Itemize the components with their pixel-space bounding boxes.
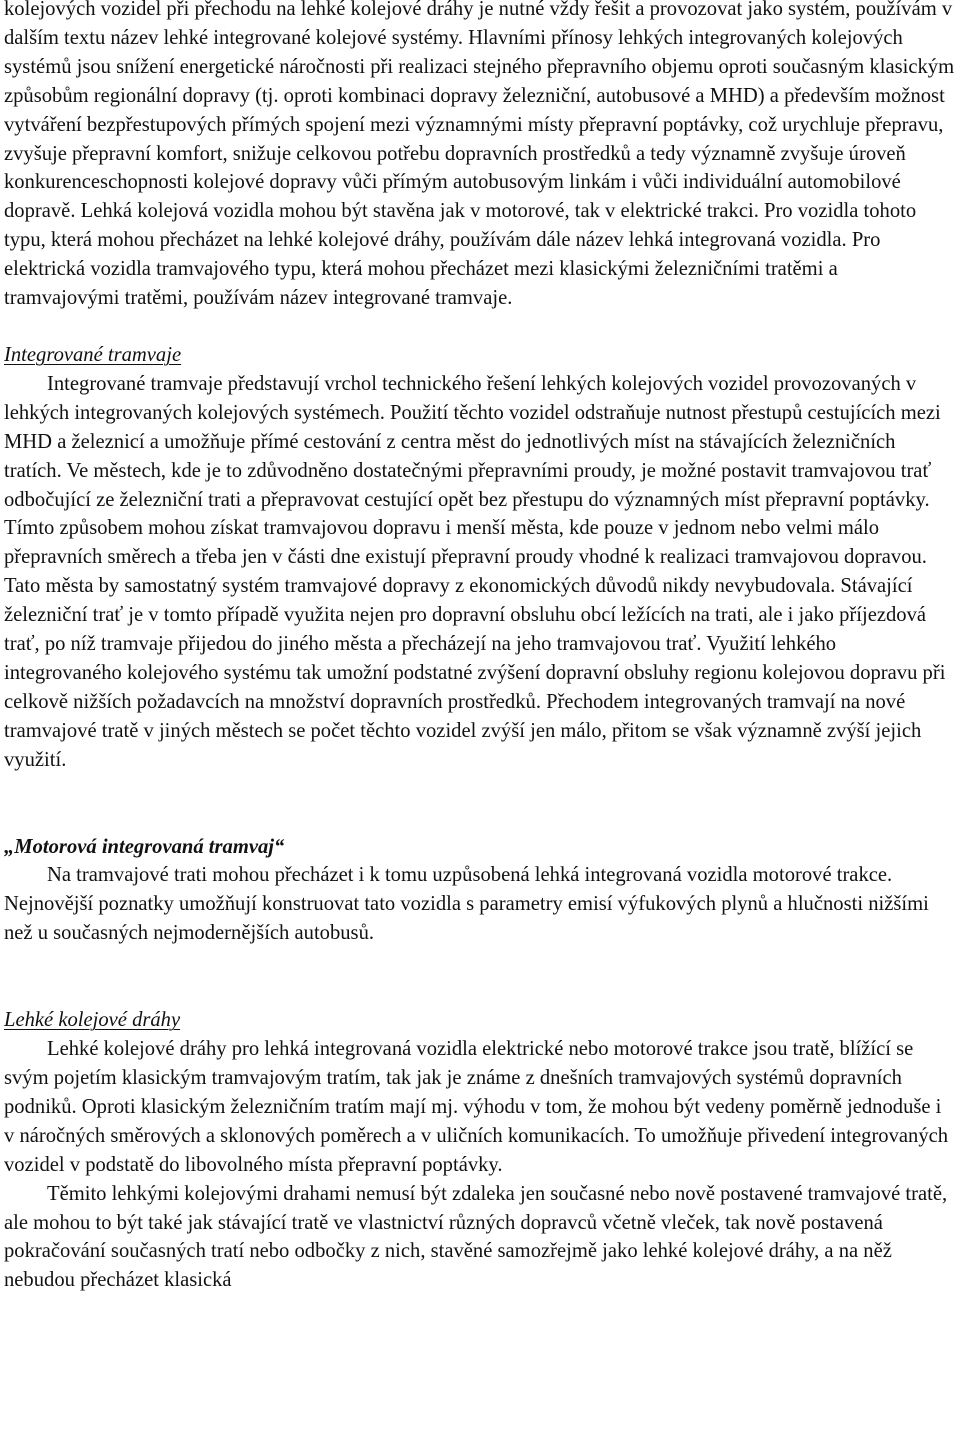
section-integrated-trams: [4, 341, 956, 775]
document-page: [4, 0, 956, 1295]
section-light-rail: [4, 1006, 956, 1295]
section-paragraph: Lehké kolejové dráhy pro lehká integrovaná vozidla elektrické nebo motorové trakce jsou tratě, blížící se svým pojetím klasickým tramvajovým tratím, tak jak je známe z dnešních tramvajových systémů dopravních podniků. Oproti klasickým železničním tratím mají mj. výhodu v tom, že mohou být vedeny poměrně jednoduše i v náročných směrových a sklonových poměrech a v uličních komunikacích. To umožňuje přivedení integrovaných vozidel v podstatě do libovolného místa přepravní poptávky.: [4, 1038, 949, 1176]
section-motor-integrated-tram: [4, 833, 956, 949]
spacer: [4, 313, 956, 341]
intro-paragraph: kolejových vozidel při přechodu na lehké kolejové dráhy je nutné vždy řešit a provozovat jako systém, používám v dalším textu název lehké integrované kolejové systémy. Hlavními přínosy lehkých integrovaných kolejových systémů jsou snížení energetické náročnosti při realizaci stejného přepravního objemu oproti současným klasickým způsobům regionální dopravy (tj. oproti kombinaci dopravy železniční, autobusové a MHD) a především možnost vytváření bezpřestupových přímých spojení mezi významnými místy přepravní poptávky, což urychluje přepravu, zvyšuje přepravní komfort, snižuje celkovou potřebu dopravních prostředků a tedy významně zvyšuje úroveň konkurenceschopnosti kolejové dopravy vůči přímým autobusovým linkám i vůči individuální automobilové dopravě. Lehká kolejová vozidla mohou být stavěna jak v motorové, tak v elektrické trakci. Pro vozidla tohoto typu, která mohou přecházet na lehké kolejové dráhy, používám dále název lehká integrovaná vozidla. Pro elektrická vozidla tramvajového typu, která mohou přecházet mezi klasickými železničními tratěmi a tramvajovými tratěmi, používám název integrované tramvaje.: [4, 0, 955, 310]
section-heading: Integrované tramvaje: [4, 343, 182, 366]
section-paragraph: Těmito lehkými kolejovými drahami nemusí být zdaleka jen současné nebo nově postavené tramvajové tratě, ale mohou to být také jak stávající tratě ve vlastnictví různých dopravců včetně vleček, tak nově postavená pokračování současných tratí nebo odbočky z nich, stavěné samozřejmě jako lehké kolejové dráhy, a na něž nebudou přecházet klasická: [4, 1182, 948, 1292]
section-heading: „Motorová integrovaná tramvaj“: [4, 835, 285, 858]
section-paragraph: Na tramvajové trati mohou přecházet i k tomu uzpůsobená lehká integrovaná vozidla motorové trakce. Nejnovější poznatky umožňují konstruovat tato vozidla s parametry emisí výfukových plynů a hlučnosti nižšími než u současných nejmodernějších autobusů.: [4, 864, 929, 945]
section-heading: Lehké kolejové dráhy: [4, 1009, 181, 1032]
spacer: [4, 775, 956, 833]
spacer: [4, 948, 956, 1006]
section-paragraph: Integrované tramvaje představují vrchol technického řešení lehkých kolejových vozidel provozovaných v lehkých integrovaných kolejových systémech. Použití těchto vozidel odstraňuje nutnost přestupů cestujících mezi MHD a železnicí a umožňuje přímé cestování z centra měst do jednotlivých míst na stávajících železničních tratích. Ve městech, kde je to zdůvodněno dostatečnými přepravními proudy, je možné postavit tramvajovou trať odbočující ze železniční trati a přepravovat cestující opět bez přestupu do významných míst přepravní poptávky. Tímto způsobem mohou získat tramvajovou dopravu i menší města, kde pouze v jednom nebo velmi málo přepravních směrech a třeba jen v části dne existují přepravní proudy vhodné k realizaci tramvajovou dopravou. Tato města by samostatný systém tramvajové dopravy z ekonomických důvodů nikdy nevybudovala. Stávající železniční trať je v tomto případě využita nejen pro dopravní obsluhu obcí ležících na trati, ale i jako příjezdová trať, po níž tramvaje přijedou do jiného města a přecházejí na jeho tramvajovou trať. Využití lehkého integrovaného kolejového systému tak umožní podstatné zvýšení dopravní obsluhy regionu kolejovou dopravu při celkově nižších požadavcích na množství dopravních prostředků. Přechodem integrovaných tramvají na nové tramvajové tratě v jiných městech se počet těchto vozidel zvýší jen málo, přitom se však významně zvýší jejich využití.: [4, 372, 946, 771]
